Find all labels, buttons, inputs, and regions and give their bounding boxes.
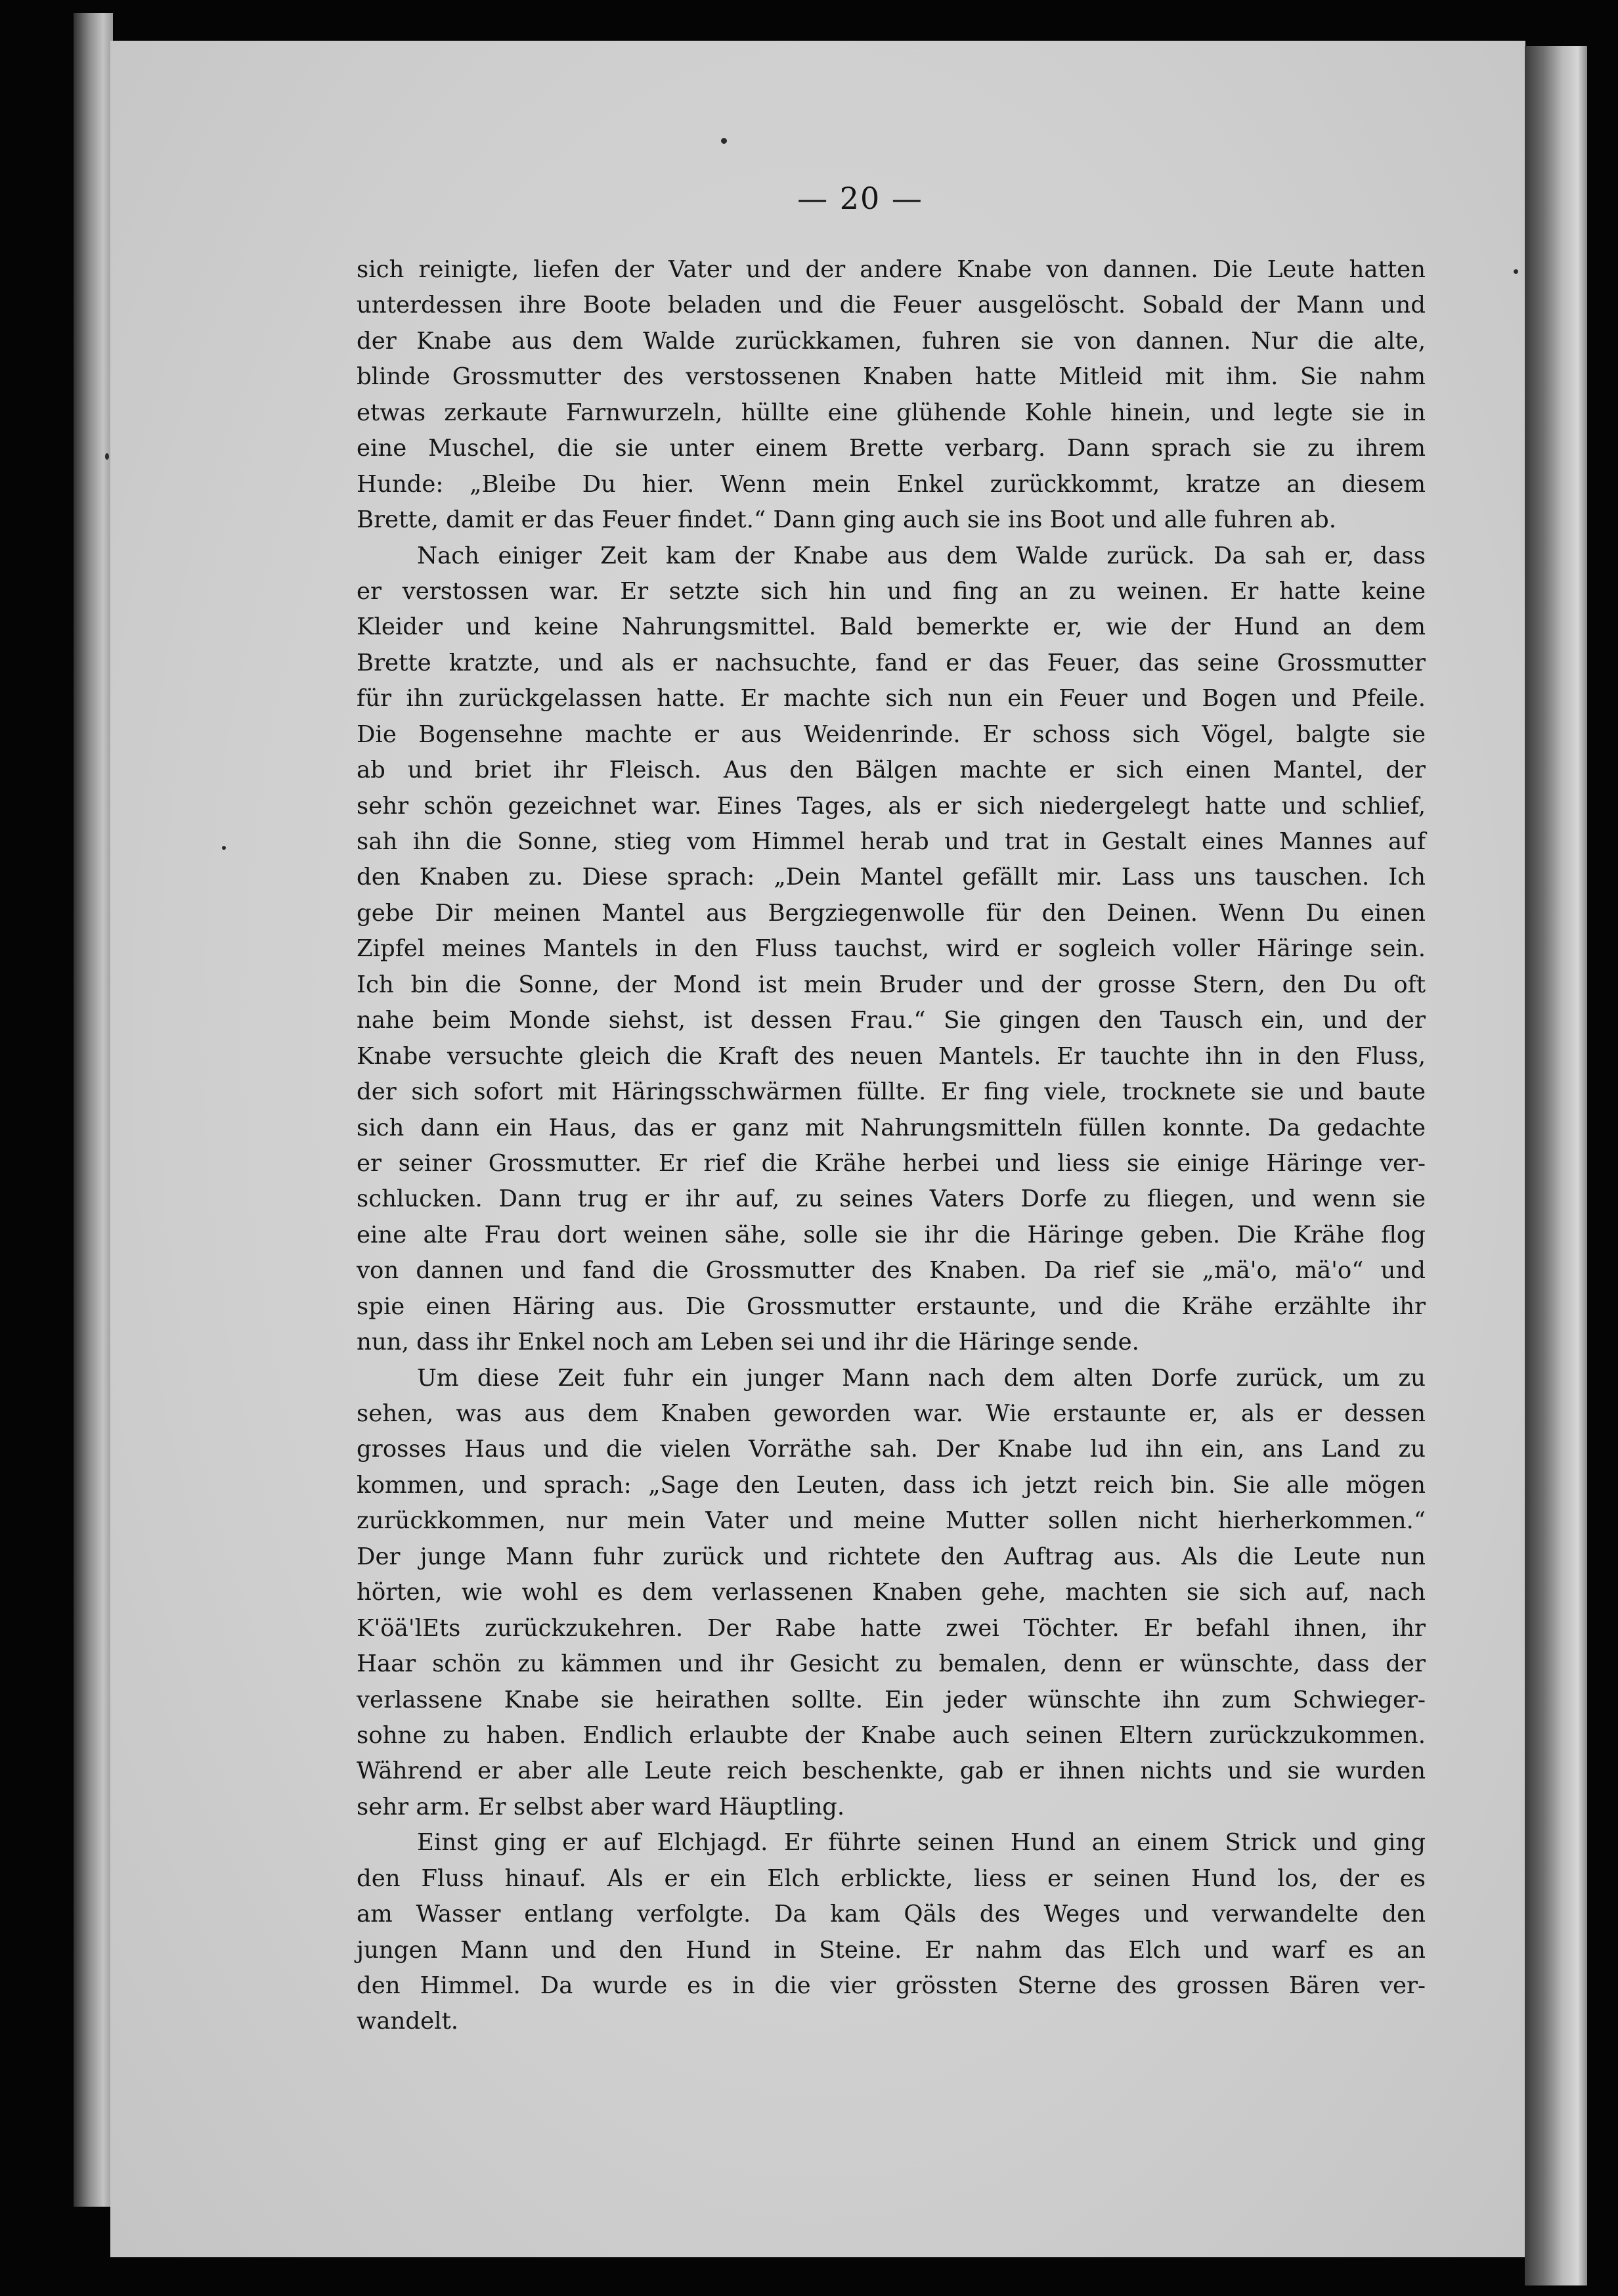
text-line: der sich sofort mit Häringsschwärmen füllte. Er fing viele, trocknete sie und baute (357, 1078, 1426, 1106)
dust-speck (1514, 269, 1518, 274)
text-line: grosses Haus und die vielen Vorräthe sah. Der Knabe lud ihn ein, ans Land zu (357, 1436, 1426, 1463)
text-line: sich reinigte, liefen der Vater und der andere Knabe von dannen. Die Leute hatten (357, 256, 1426, 283)
text-line: gebe Dir meinen Mantel aus Bergziegenwolle für den Deinen. Wenn Du einen (357, 899, 1426, 927)
text-line: Die Bogensehne machte er aus Weidenrinde. Er schoss sich Vögel, balgte sie (357, 720, 1426, 748)
text-line: sah ihn die Sonne, stieg vom Himmel herab und trat in Gestalt eines Mannes auf (357, 828, 1426, 855)
text-line: für ihn zurückgelassen hatte. Er machte sich nun ein Feuer und Bogen und Pfeile. (357, 685, 1426, 713)
text-line: Hunde: „Bleibe Du hier. Wenn mein Enkel zurückkommt, kratze an diesem (357, 470, 1426, 498)
text-line: zurückkommen, nur mein Vater und meine Mutter sollen nicht hierherkommen.“ (357, 1507, 1426, 1535)
text-line: sehen, was aus dem Knaben geworden war. Wie erstaunte er, als er dessen (357, 1400, 1426, 1427)
text-line: Nach einiger Zeit kam der Knabe aus dem Walde zurück. Da sah er, dass (417, 542, 1426, 569)
text-line: sehr schön gezeichnet war. Eines Tages, als er sich niedergelegt hatte und schlief, (357, 792, 1426, 820)
left-page-edge (74, 13, 113, 2207)
text-line: blinde Grossmutter des verstossenen Knaben hatte Mitleid mit ihm. Sie nahm (357, 363, 1426, 391)
text-line: ab und briet ihr Fleisch. Aus den Bälgen machte er sich einen Mantel, der (357, 757, 1426, 784)
text-line: etwas zerkaute Farnwurzeln, hüllte eine glühende Kohle hinein, und legte sie in (357, 399, 1426, 426)
text-line: eine Muschel, die sie unter einem Brette verbarg. Dann sprach sie zu ihrem (357, 435, 1426, 462)
text-line: verlassene Knabe sie heirathen sollte. Ein jeder wünschte ihn zum Schwieger- (357, 1686, 1426, 1713)
text-line: Kleider und keine Nahrungsmittel. Bald bemerkte er, wie der Hund an dem (357, 613, 1426, 641)
text-line: unterdessen ihre Boote beladen und die Feuer ausgelöscht. Sobald der Mann und (357, 292, 1426, 319)
text-line: wandelt. (357, 2008, 459, 2035)
text-line: sich dann ein Haus, das er ganz mit Nahrungsmitteln füllen konnte. Da gedachte (357, 1114, 1426, 1141)
text-line: den Fluss hinauf. Als er ein Elch erblickte, liess er seinen Hund los, der es (357, 1865, 1426, 1892)
text-line: von dannen und fand die Grossmutter des Knaben. Da rief sie „mä'o, mä'o“ und (357, 1257, 1426, 1285)
dust-speck (721, 138, 727, 144)
body-text (357, 252, 1426, 2040)
text-line: spie einen Häring aus. Die Grossmutter erstaunte, und die Krähe erzählte ihr (357, 1292, 1426, 1320)
text-line: sohne zu haben. Endlich erlaubte der Knabe auch seinen Eltern zurückzukommen. (357, 1721, 1426, 1749)
text-line: Um diese Zeit fuhr ein junger Mann nach dem alten Dorfe zurück, um zu (417, 1364, 1426, 1392)
text-line: Der junge Mann fuhr zurück und richtete den Auftrag aus. Als die Leute nun (357, 1543, 1426, 1570)
text-line: den Knaben zu. Diese sprach: „Dein Mantel gefällt mir. Lass uns tauschen. Ich (357, 864, 1426, 891)
text-line: schlucken. Dann trug er ihr auf, zu seines Vaters Dorfe zu fliegen, und wenn sie (357, 1185, 1426, 1213)
text-line: nun, dass ihr Enkel noch am Leben sei und ihr die Häringe sende. (357, 1329, 1139, 1356)
text-line: jungen Mann und den Hund in Steine. Er nahm das Elch und warf es an (357, 1936, 1426, 1964)
text-line: Brette kratzte, und als er nachsuchte, fand er das Feuer, das seine Grossmutter (357, 649, 1426, 676)
text-line: K'öä'lEts zurückzukehren. Der Rabe hatte zwei Töchter. Er befahl ihnen, ihr (357, 1614, 1426, 1642)
text-line: er seiner Grossmutter. Er rief die Krähe herbei und liess sie einige Häringe ver- (357, 1149, 1426, 1177)
text-line: Haar schön zu kämmen und ihr Gesicht zu bemalen, denn er wünschte, dass der (357, 1650, 1426, 1678)
text-line: Einst ging er auf Elchjagd. Er führte seinen Hund an einem Strick und ging (417, 1829, 1426, 1857)
text-line: sehr arm. Er selbst aber ward Häuptling. (357, 1793, 845, 1821)
text-line: eine alte Frau dort weinen sähe, solle sie ihr die Häringe geben. Die Krähe flog (357, 1221, 1426, 1248)
text-line: am Wasser entlang verfolgte. Da kam Qäls des Weges und verwandelte den (357, 1901, 1426, 1928)
dust-speck (222, 846, 226, 850)
text-line: der Knabe aus dem Walde zurückkamen, fuhren sie von dannen. Nur die alte, (357, 327, 1426, 355)
text-line: den Himmel. Da wurde es in die vier grössten Sterne des grossen Bären ver- (357, 1972, 1426, 1999)
text-line: kommen, und sprach: „Sage den Leuten, dass ich jetzt reich bin. Sie alle mögen (357, 1471, 1426, 1499)
page-number: — 20 — (797, 181, 923, 216)
text-line: nahe beim Monde siehst, ist dessen Frau.“ Sie gingen den Tausch ein, und der (357, 1007, 1426, 1034)
text-line: Knabe versuchte gleich die Kraft des neuen Mantels. Er tauchte ihn in den Fluss, (357, 1042, 1426, 1070)
text-line: Während er aber alle Leute reich beschenkte, gab er ihnen nichts und sie wurden (357, 1757, 1426, 1785)
text-line: hörten, wie wohl es dem verlassenen Knaben gehe, machten sie sich auf, nach (357, 1579, 1426, 1606)
dust-speck (105, 453, 109, 460)
text-line: er verstossen war. Er setzte sich hin und fing an zu weinen. Er hatte keine (357, 577, 1426, 605)
text-line: Zipfel meines Mantels in den Fluss tauchst, wird er sogleich voller Häringe sein. (357, 935, 1426, 963)
text-line: Ich bin die Sonne, der Mond ist mein Bruder und der grosse Stern, den Du oft (357, 971, 1426, 998)
right-page-edge (1525, 46, 1587, 2285)
text-line: Brette, damit er das Feuer findet.“ Dann ging auch sie ins Boot und alle fuhren ab. (357, 506, 1337, 534)
